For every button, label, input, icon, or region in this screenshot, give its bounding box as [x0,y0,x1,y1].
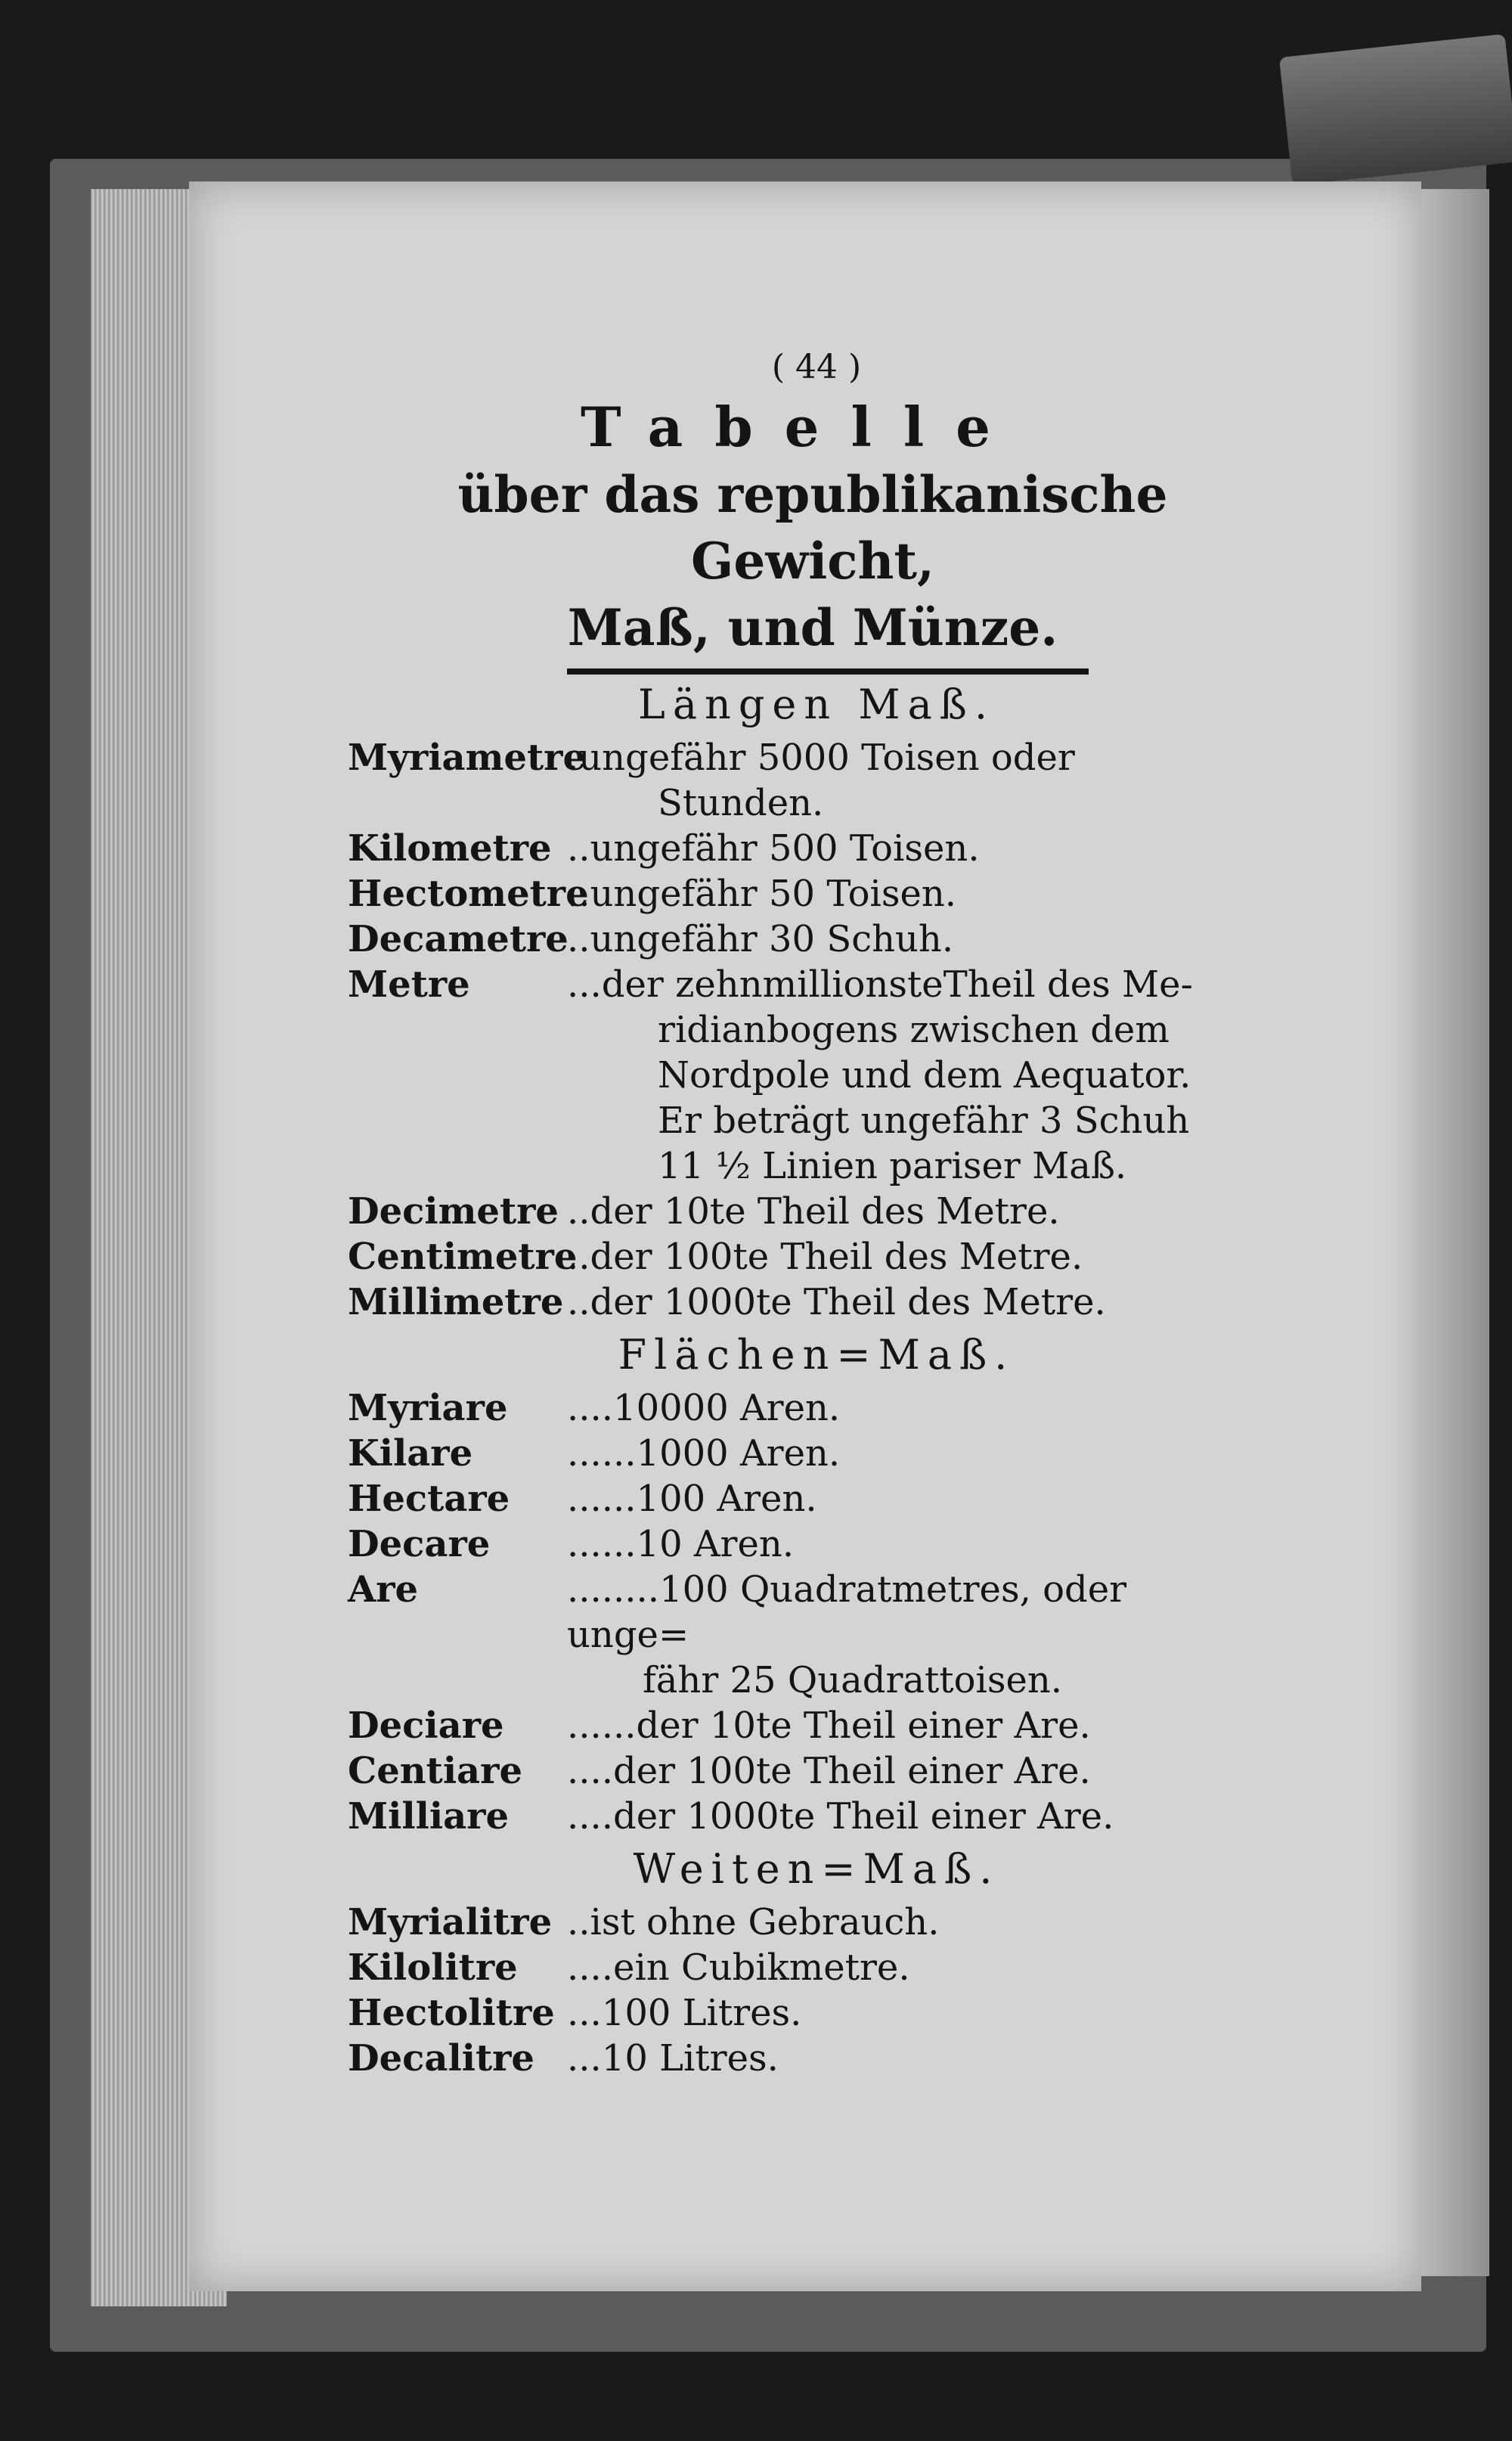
unit-description [567,1567,1255,1703]
unit-description [567,1990,1255,2036]
description-line: ..der 1000te Theil des Metre. [567,1281,1106,1323]
description-line: ......1000 Aren. [567,1432,841,1475]
page-title: Tabelle [580,395,1022,459]
table-row [348,917,1255,962]
unit-description [567,1521,1255,1567]
unit-name: Centiare [348,1750,522,1792]
unit-name: Hectometre [348,873,589,915]
table-row [348,1521,1255,1567]
page-content [348,348,1255,2081]
description-line: Stunden. [658,782,824,824]
table-row [348,1990,1255,2036]
table-row [348,826,1255,871]
unit-name: Hectolitre [348,1992,555,2034]
description-line: ..der 10te Theil des Metre. [567,1190,1060,1233]
description-line: ........100 Quadratmetres, oder unge= [567,1568,1127,1656]
table-row [348,1476,1255,1521]
description-line: ..ungefähr 500 Toisen. [567,827,980,870]
description-line: ...der zehnmillionsteTheil des Me- [567,963,1193,1006]
subtitle-line-2: Maß, und Münze. [567,598,1058,657]
description-line: ...10 Litres. [567,2037,779,2080]
page-number: ( 44 ) [771,348,862,386]
unit-name: Decalitre [348,2037,534,2080]
description-line: ..ungefähr 30 Schuh. [567,918,954,960]
unit-description [567,1476,1255,1521]
description-line: ..der 100te Theil des Metre. [567,1236,1083,1278]
unit-description [567,1703,1255,1748]
description-line: ......100 Aren. [567,1478,817,1520]
table-row [348,1900,1255,1945]
unit-name: Myriametre [348,737,586,779]
unit-description [567,1945,1255,1990]
table-row [348,1234,1255,1279]
table-row [348,1279,1255,1325]
table-row [348,2036,1255,2081]
unit-name: Myriare [348,1387,508,1429]
unit-description [567,871,1255,917]
unit-description [567,826,1255,871]
table-row [348,735,1255,826]
unit-name: Kilare [348,1432,473,1475]
unit-name: Centimetre [348,1236,578,1278]
unit-name: Kilometre [348,827,552,870]
unit-description [567,2036,1255,2081]
unit-description [567,1189,1255,1234]
table-row [348,1189,1255,1234]
book-cover-corner [1279,34,1512,185]
description-line: ...100 Litres. [567,1992,802,2034]
unit-description [567,1279,1255,1325]
unit-name: Decimetre [348,1190,559,1233]
description-line: ....der 1000te Theil einer Are. [567,1795,1114,1838]
measure-tables [348,675,1255,2081]
unit-description [567,1900,1255,1945]
unit-name: Hectare [348,1478,510,1520]
unit-name: Millimetre [348,1281,564,1323]
description-line: ....der 100te Theil einer Are. [567,1750,1091,1792]
unit-name: Kilolitre [348,1946,518,1989]
table-row [348,871,1255,917]
description-line: ....10000 Aren. [567,1387,841,1429]
description-line: ..ungefähr 50 Toisen. [567,873,957,915]
table-row [348,1945,1255,1990]
unit-name: Metre [348,963,470,1006]
facing-page-edge [1421,189,1489,2276]
description-line: 11 ½ Linien pariser Maß. [658,1145,1127,1187]
unit-description [567,917,1255,962]
table-row [348,1794,1255,1839]
unit-description [567,735,1255,826]
subtitle-line-1: über das republikanische Gewicht, [457,465,1168,591]
table-row [348,1431,1255,1476]
unit-description [567,962,1255,1189]
description-line: .ungefähr 5000 Toisen oder [567,737,1075,779]
table-row [348,1385,1255,1431]
section-heading: Flächen=Maß. [618,1331,1015,1379]
description-line: ridianbogens zwischen dem [658,1009,1170,1051]
description-line: Nordpole und dem Aequator. [658,1054,1191,1096]
title-rule [567,668,1089,675]
unit-description [567,1234,1255,1279]
table-row [348,1748,1255,1794]
description-line: Er beträgt ungefähr 3 Schuh [658,1100,1190,1142]
description-line: ......10 Aren. [567,1523,795,1565]
unit-description [567,1794,1255,1839]
unit-description [567,1385,1255,1431]
unit-name: Decare [348,1523,491,1565]
unit-name: Myrialitre [348,1901,553,1943]
unit-description [567,1431,1255,1476]
unit-name: Decametre [348,918,569,960]
unit-name: Milliare [348,1795,509,1838]
description-line: ..ist ohne Gebrauch. [567,1901,940,1943]
description-line: ....ein Cubikmetre. [567,1946,910,1989]
section-heading: Längen Maß. [637,681,996,728]
table-row [348,1703,1255,1748]
description-line: ......der 10te Theil einer Are. [567,1704,1091,1747]
description-line: fähr 25 Quadrattoisen. [643,1659,1063,1701]
unit-name: Are [348,1568,419,1611]
unit-name: Deciare [348,1704,504,1747]
table-row [348,962,1255,1189]
unit-description [567,1748,1255,1794]
table-row [348,1567,1255,1703]
section-heading: Weiten=Maß. [633,1845,1000,1893]
